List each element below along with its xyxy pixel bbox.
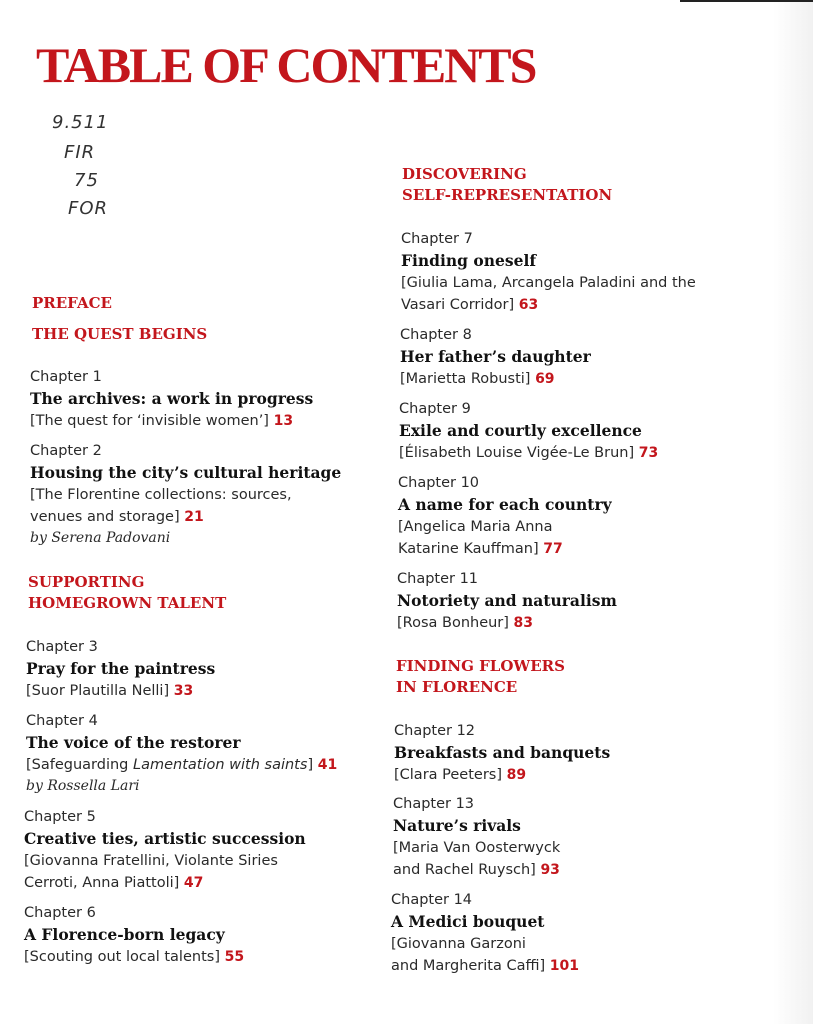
chapter-title: A Florence-born legacy <box>24 925 225 944</box>
description-line: [Giovanna Garzoni <box>391 936 526 952</box>
chapter-description <box>394 764 754 786</box>
right-section-heading-block <box>396 656 756 698</box>
page-number: 93 <box>540 862 560 878</box>
handwritten-note: 9.511 <box>52 112 109 133</box>
heading-line: IN FLORENCE <box>396 678 518 696</box>
chapter-entry <box>30 440 390 548</box>
page-number: 73 <box>638 445 659 461</box>
description-text: [Clara Peeters] <box>394 767 502 783</box>
description-line: [The Florentine collections: sources, <box>30 487 292 503</box>
page-number: 55 <box>224 949 245 965</box>
page-number: 21 <box>184 509 204 525</box>
page-number: 69 <box>535 371 555 387</box>
description-line <box>24 872 384 894</box>
chapter-description <box>30 484 390 528</box>
chapter-entry <box>398 472 758 560</box>
chapter-label: Chapter 11 <box>397 571 479 587</box>
chapter-label: Chapter 13 <box>393 796 475 812</box>
description-text: venues and storage] <box>30 509 180 525</box>
chapter-entry <box>26 636 386 702</box>
description-line <box>391 955 751 977</box>
description-text: [Marietta Robusti] <box>400 371 531 387</box>
description-line <box>26 680 386 702</box>
description-line <box>393 859 753 881</box>
description-line: [Angelica Maria Anna <box>398 519 553 535</box>
chapter-label: Chapter 10 <box>398 475 480 491</box>
chapter-label: Chapter 12 <box>394 723 476 739</box>
page-edge-shadow <box>773 0 813 1024</box>
chapter-description <box>397 612 757 634</box>
page-number: 77 <box>543 541 563 557</box>
chapter-label: Chapter 4 <box>26 713 98 729</box>
description-line <box>30 410 390 432</box>
chapter-entry <box>26 710 406 796</box>
page-number: 89 <box>506 767 527 783</box>
chapter-description <box>401 272 781 316</box>
chapter-description <box>400 368 760 390</box>
chapter-label: Chapter 5 <box>24 809 96 825</box>
chapter-label: Chapter 8 <box>400 327 472 343</box>
chapter-title: The archives: a work in progress <box>30 389 314 408</box>
chapter-title: Housing the city’s cultural heritage <box>30 463 342 482</box>
description-text: ] <box>307 757 314 773</box>
description-line <box>399 442 759 464</box>
page-number: 47 <box>183 875 204 891</box>
chapter-entry <box>399 398 759 464</box>
section-heading-preface: PREFACE <box>32 294 112 312</box>
chapter-description <box>391 933 751 977</box>
chapter-entry <box>394 720 754 786</box>
chapter-title: Her father’s daughter <box>400 347 591 366</box>
description-line: [Maria Van Oosterwyck <box>393 840 561 856</box>
chapter-description <box>393 837 753 881</box>
chapter-title: A Medici bouquet <box>391 912 545 931</box>
chapter-label: Chapter 2 <box>30 443 102 459</box>
description-line <box>400 368 760 390</box>
chapter-description <box>24 850 384 894</box>
description-line <box>398 538 758 560</box>
section-heading-flowers <box>396 656 756 698</box>
description-text: [The quest for ‘invisible women’] <box>30 413 269 429</box>
chapter-title: The voice of the restorer <box>26 733 241 752</box>
description-line <box>397 612 757 634</box>
chapter-entry <box>401 228 781 316</box>
chapter-entry <box>30 366 390 432</box>
heading-line: SUPPORTING <box>28 573 145 591</box>
description-line: [Giovanna Fratellini, Violante Siries <box>24 853 278 869</box>
description-text: [Safeguarding <box>26 757 133 773</box>
description-text: [Suor Plautilla Nelli] <box>26 683 170 699</box>
right-section-heading-block <box>402 164 762 206</box>
chapter-title: Finding oneself <box>401 251 537 270</box>
description-text: Cerroti, Anna Piattoli] <box>24 875 180 891</box>
chapter-title: Nature’s rivals <box>393 816 521 835</box>
description-text: and Margherita Caffi] <box>391 958 546 974</box>
chapter-description <box>24 946 384 968</box>
chapter-description <box>26 680 386 702</box>
description-line <box>394 764 754 786</box>
chapter-label: Chapter 6 <box>24 905 96 921</box>
handwritten-note: FIR <box>64 142 96 163</box>
heading-line: HOMEGROWN TALENT <box>28 594 227 612</box>
handwritten-note: 75 <box>74 170 99 191</box>
section-heading-supporting <box>28 572 388 614</box>
chapter-title: Exile and courtly excellence <box>399 421 642 440</box>
chapter-label: Chapter 14 <box>391 892 473 908</box>
chapter-label: Chapter 9 <box>399 401 471 417</box>
chapter-title: Pray for the paintress <box>26 659 216 678</box>
chapter-description <box>399 442 759 464</box>
handwritten-note: FOR <box>68 198 109 219</box>
artwork-title: Lamentation with saints <box>133 757 308 773</box>
chapter-entry <box>24 806 384 894</box>
description-line: [Giulia Lama, Arcangela Paladini and the <box>401 275 696 291</box>
chapter-title: A name for each country <box>398 495 612 514</box>
top-rule <box>680 0 813 2</box>
chapter-entry <box>400 324 760 390</box>
chapter-description <box>26 754 406 776</box>
heading-line: FINDING FLOWERS <box>396 657 565 675</box>
chapter-title: Notoriety and naturalism <box>397 591 617 610</box>
chapter-label: Chapter 3 <box>26 639 98 655</box>
section-heading-discovering <box>402 164 762 206</box>
description-text: Vasari Corridor] <box>401 297 515 313</box>
heading-line: DISCOVERING <box>402 165 527 183</box>
chapter-entry <box>397 568 757 634</box>
page-number: 41 <box>317 757 338 773</box>
chapter-entry <box>391 889 751 977</box>
left-column <box>32 293 392 345</box>
chapter-title: Breakfasts and banquets <box>394 743 611 762</box>
chapter-entry <box>393 793 753 881</box>
chapter-author: by Serena Padovani <box>30 530 171 546</box>
description-text: and Rachel Ruysch] <box>393 862 536 878</box>
heading-line: SELF-REPRESENTATION <box>402 186 613 204</box>
chapter-entry <box>24 902 384 968</box>
page-number: 83 <box>513 615 534 631</box>
left-section-heading-block <box>28 572 388 614</box>
page-number: 13 <box>273 413 294 429</box>
description-text: Katarine Kauffman] <box>398 541 539 557</box>
description-line <box>401 294 781 316</box>
chapter-label: Chapter 1 <box>30 369 102 385</box>
description-text: [Rosa Bonheur] <box>397 615 509 631</box>
chapter-label: Chapter 7 <box>401 231 473 247</box>
chapter-description <box>398 516 758 560</box>
chapter-author: by Rossella Lari <box>26 778 140 794</box>
description-text: [Élisabeth Louise Vigée-Le Brun] <box>399 445 635 461</box>
description-line <box>26 754 406 776</box>
section-heading-quest: THE QUEST BEGINS <box>32 325 208 343</box>
page-number: 33 <box>173 683 194 699</box>
description-line <box>30 506 390 528</box>
chapter-title: Creative ties, artistic succession <box>24 829 306 848</box>
description-line <box>24 946 384 968</box>
chapter-description <box>30 410 390 432</box>
page-title: TABLE OF CONTENTS <box>36 37 536 93</box>
description-text: [Scouting out local talents] <box>24 949 220 965</box>
page-number: 101 <box>549 958 580 974</box>
page-number: 63 <box>518 297 539 313</box>
